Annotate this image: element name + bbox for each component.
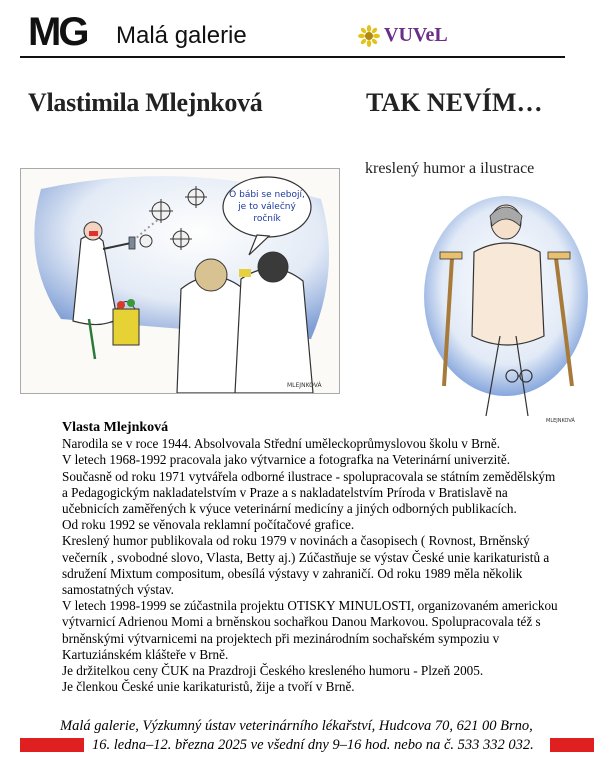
exhibition-title: TAK NEVÍM… xyxy=(366,88,543,117)
bio-line: Současně od roku 1971 vytvářela odborné ilustrace - spolupracovala se státním zemědělským xyxy=(62,468,556,484)
cartoon-drawing xyxy=(21,169,339,393)
bio-line: Kartuziánském klášteře v Brně. xyxy=(62,646,229,662)
bio-line: Kreslený humor publikovala od roku 1979 v novinách a časopisech ( Rovnost, Brněnský xyxy=(62,533,530,549)
bio-line: a Pedagogickým nakladatelstvím v Praze a s nakladatelstvím Príroda v Bratislavě na xyxy=(62,484,508,500)
speech-bubble-line-3: ročník xyxy=(253,214,281,224)
bio-line: V letech 1968-1992 pracovala jako výtvarnice a fotografka na Veterinární univerzitě. xyxy=(62,452,511,468)
exhibition-subtitle: kreslený humor a ilustrace xyxy=(365,160,535,177)
bio-line: Je členkou České unie karikaturistů, žije a tvoří v Brně. xyxy=(62,679,355,695)
crutches-drawing xyxy=(416,186,594,436)
cartoon-illustration-crutches xyxy=(416,186,594,436)
footer-red-bar-right xyxy=(550,738,594,752)
footer-dates: 16. ledna–12. března 2025 ve všední dny 9–16 hod. nebo na č. 533 332 032. xyxy=(92,737,534,753)
bio-line: samostatných výstav. xyxy=(62,582,174,598)
header xyxy=(20,10,565,58)
bio-line: sdružení Mixtum compositum, obesílá výstavy v zahraničí. Od roku 1989 měla několik xyxy=(62,565,523,581)
cartoon-1-signature: MLEJNKOVÁ xyxy=(287,382,322,389)
bio-line: učebnicích zaměřených k výuce veterinární medicíny a jiných odborných publikacích. xyxy=(62,501,517,517)
footer-red-bar-left xyxy=(20,738,84,752)
mg-logo: MG xyxy=(28,10,87,54)
artist-bio xyxy=(62,420,582,695)
bio-name: Vlasta Mlejnková xyxy=(62,420,169,435)
gallery-name: Malá galerie xyxy=(116,22,247,49)
vuvel-logo-text: VUVeL xyxy=(384,24,448,46)
bio-line: Je držitelkou ceny ČUK na Prazdroji Českého kresleného humoru - Plzeň 2005. xyxy=(62,663,484,679)
footer-address: Malá galerie, Výzkumný ústav veterinárního lékařství, Hudcova 70, 621 00 Brno, xyxy=(60,718,533,734)
bio-line: večerník , svobodné slovo, Vlasta, Betty aj.) Zúčastňuje se výstav České unie karikaturistů a xyxy=(62,549,550,565)
speech-bubble-line-1: O bábi se nebojí, xyxy=(229,190,305,200)
bio-line: výtvarnicí Adrienou Momi a brněnskou sochařkou Danou Markovou. Spolupracovala též s xyxy=(62,614,541,630)
artist-name: Vlastimila Mlejnková xyxy=(28,88,263,117)
bio-line: Od roku 1992 se věnovala reklamní počítačové grafice. xyxy=(62,517,355,533)
cartoon-2-signature: MLEJNKOVÁ xyxy=(546,418,575,424)
speech-bubble-line-2: je to válečný xyxy=(238,202,296,212)
sunflower-icon xyxy=(358,25,380,47)
vuvel-logo xyxy=(358,24,448,47)
header-divider xyxy=(20,56,565,58)
cartoon-illustration-virus xyxy=(20,168,340,394)
bio-line: V letech 1998-1999 se zúčastnila projektu OTISKY MINULOSTI, organizovaném americkou xyxy=(62,598,558,614)
bio-line: brněnskými výtvarnicemi na projektech při mezinárodním sochařském sympoziu v xyxy=(62,630,500,646)
bio-line: Narodila se v roce 1944. Absolvovala Střední uměleckoprůmyslovou školu v Brně. xyxy=(62,436,501,452)
